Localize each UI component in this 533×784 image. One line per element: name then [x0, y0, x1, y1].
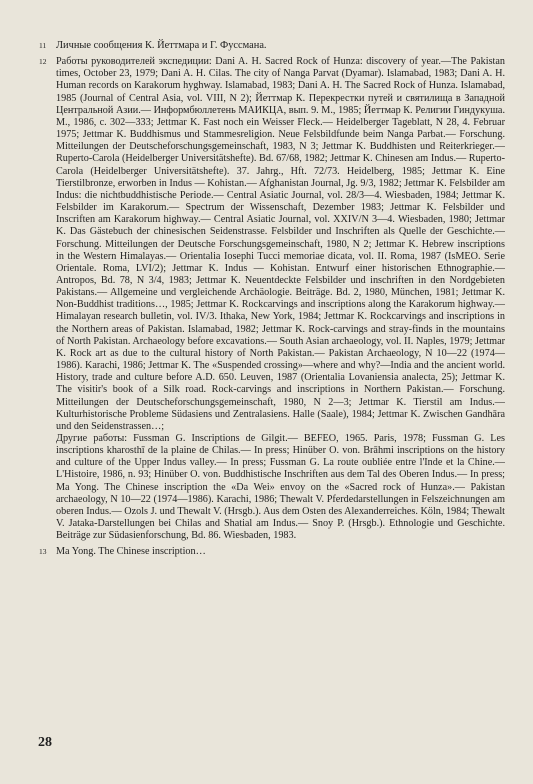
footnote-12-other-works: [36, 433, 505, 542]
footnote-text: Личные сообщения К. Йеттмара и Г. Фуссмана.: [56, 40, 267, 51]
footnote-13: [36, 546, 505, 558]
footnote-number: 12: [39, 57, 47, 67]
footnote-text: Другие работы: Fussman G. Inscriptions de Gilgit.— BEFEO, 1965. Paris, 1978; Fussman G. Les inscriptions kharosthī de la plaine de Chilas.— In press; Hinüber O. von. Brāhmi inscriptions on the history and culture of the Upper Indus valley.— In press; Fussman G. La route oubliée entre l'Inde et la Chine.— L'Histoire, 1986, n. 93; Hinüber O. von. Buddhistische Inschriften aus dem Tal des Oberen Indus.— In press; Ma Yong. The Chinese inscription the «Da Wei» envoy on the «Sacred rock of Hunza».— Pakistan archaeology, N 10—22 (1974—1986). Karachi, 1986; Thewalt V. Pferdedarstellungen in Felszeichnungen am oberen Indus.— Ozols J. und Thewalt V. (Hrsgb.). Aus dem Osten des Alexanderreiches. Köln, 1984; Thewalt V. Jataka-Darstellungen bei Chilas and Shatial am Indus.— Snoy P. (Hrsgb.). Ethnologie und Geschichte. Beiträge zur Südasienforschung, Bd. 86. Wiesbaden, 1983.: [56, 433, 505, 542]
footnote-12: [36, 56, 505, 433]
footnote-text: Работы руководителей экспедиции: Dani A. H. Sacred Rock of Hunza: discovery of year.—The Pakistan times, October 23, 1979; Dani A. H. Cilas. The city of Nanga Parvat (Dyamar). Islamabad, 1983; Dani A. H. Human records on Karakorum hyghway. Islamabad, 1983; Dani A. H. The Sacred Rock of Hunza. Islamabad, 1985 (Journal of Central Asia, vol. VIII, N 2); Йеттмар К. Перекрестки путей и святилища в Западной Центральной Азии.— Информбюллетень МАИКЦА, вып. 9. М., 1985; Йеттмар К. Религии Гиндукуша. М., 1986, с. 302—333; Jettmar K. Fast noch ein Weisser Fleck.— Heidelberger Tageblatt, N 28, 4. Februar 1975; Jettmar K. Buddhismus und Stammesreligion. Neue Felsbildfunde beim Nanga Parbat.— Forschung. Mitteilungen der Deutscheforschungsgemeinschaft, 1983, N 3; Jettmar K. Buddhisten und Reiterkrieger.— Ruperto-Carola (Heidelberger Universitätshefte). Bd. 67/68, 1982; Jettmar K. Chinesen am Indus.— Ruperto-Carola (Heidelberger Universitätshefte). 37. Jahrg., Hft. 72/73. Heidelberg, 1985; Jettmar K. Eine Tierstilbronze, erworben in Indus — Kohistan.— Afghanistan Journal, Jg. 9/3, 1982; Jettmar K. Felsbilder am Indus: die nichtbuddhistische Periode.— Central Asiatic Journal, vol. 28/3—4. Wiesbaden, 1984; Jettmar K. Felsbilder im Karakorum.— Spectrum der Wissenschaft, Dezember 1983; Jettmar K. Felsbilder und Inscriften am Karakorum highway.— Central Asiatic Journal, vol. XXIV/N 3—4. Wiesbaden, 1980; Jettmar K. Das Gästebuch der chinesischen Seidenstrasse. Felsbilder und Inschriften als Quelle der Geschichte.— Forschung. Mitteilungen der Deutsche Forschungsgemeinschaft, 1980, N 2; Jettmar K. Hebrew inscriptions in the Western Himalayas.— Orientalia Iosephi Tucci memoriae dicata, vol. II. Roma, 1987 (IsMEO. Serie Orientale. Roma, LVI/2); Jettmar K. Indus — Kohistan. Entwurf einer historischen Ethnographie.— Antropos, Bd. 78, N 3/4, 1983; Jettmar K. Neuentdeckte Felsbilder und inschriften in den Nordgebieten Pakistans.— Allgemeine und vergleichende Archäologie. Beiträge. Bd. 2, 1980, München, 1981; Jettmar K. Non-Buddhist traditions…, 1985; Jettmar K. Rockcarvings and inscriptions along the Karakorum highway.— Himalayan research bulletin, vol. IV/3. Ithaka, New York, 1984; Jettmar K. Rockcarvings and inscriptions in the Northern areas of Pakistan. Islamabad, 1982; Jettmar K. Rock-carvings and stray-finds in the mountains of North Pakistan. Archaeology before excavations.— South Asian archaeology, vol. II. Naples, 1979; Jettmar K. Rock art as due to the cultural history of North Pakistan.— Pakistan Archaeology, N 10—22 (1974—1986). Karachi, 1986; Jettmar K. The «Suspended crossing»—where and why?—India and the ancient world. History, trade and culture before A.D. 650. Leuven, 1987 (Orientalia Lovaniensia analecta, 25); Jettmar K. The visitir's book of a Silk road. Rock-carvings and inscriptions in Northern Pakistan.— Forschung. Mitteilungen der Deutscheforschungsgemeinschaft, 1980, N 2—3; Jettmar K. Tierstil am Indus.— Kulturhistorische Probleme Südasiens und Zentralasiens. Halle (Saale), 1984; Jettmar K. Zwischen Gandhāra und den Seidenstrassen…;: [56, 56, 505, 432]
footnote-11: [36, 40, 505, 52]
footnote-text: Ma Yong. The Chinese inscription…: [56, 546, 206, 558]
page-number: 28: [38, 735, 52, 750]
footnote-number: 11: [39, 41, 47, 50]
footnote-number: 13: [39, 547, 47, 557]
